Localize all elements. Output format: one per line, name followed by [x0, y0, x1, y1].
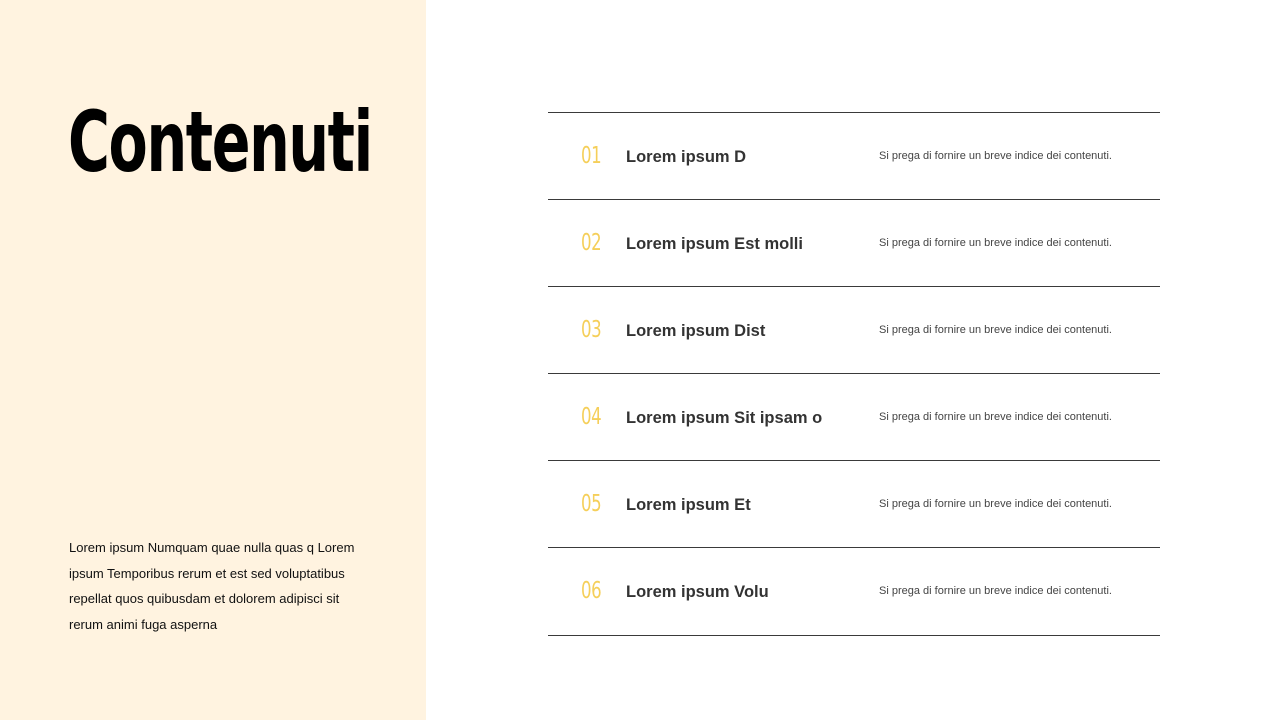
toc-number: 01 [581, 143, 602, 169]
toc-description: Si prega di fornire un breve indice dei contenuti. [879, 150, 1112, 162]
toc-description: Si prega di fornire un breve indice dei contenuti. [879, 498, 1112, 510]
left-panel [0, 0, 426, 720]
toc-title: Lorem ipsum Volu [626, 583, 769, 601]
toc-title: Lorem ipsum Dist [626, 322, 766, 340]
page-title: Contenuti [68, 93, 372, 191]
toc-description: Si prega di fornire un breve indice dei contenuti. [879, 237, 1112, 249]
toc-title: Lorem ipsum Et [626, 496, 751, 514]
toc-number: 04 [581, 404, 602, 430]
intro-text: Lorem ipsum Numquam quae nulla quas q Lorem ipsum Temporibus rerum et est sed voluptatibus repellat quos quibusdam et dolorem adipisci sit rerum animi fuga asperna [69, 540, 355, 633]
toc-number: 06 [581, 578, 602, 604]
toc-title: Lorem ipsum Est molli [626, 235, 803, 253]
toc-title: Lorem ipsum D [626, 148, 747, 166]
toc-item-05 [548, 460, 1160, 547]
toc-number: 02 [581, 230, 602, 256]
toc-item-01 [548, 112, 1160, 199]
toc-number: 03 [581, 317, 602, 343]
toc-item-06 [548, 547, 1160, 636]
toc-item-02 [548, 199, 1160, 286]
toc-number: 05 [581, 491, 602, 517]
toc-description: Si prega di fornire un breve indice dei contenuti. [879, 411, 1112, 423]
toc-item-03 [548, 286, 1160, 373]
toc-description: Si prega di fornire un breve indice dei contenuti. [879, 324, 1112, 336]
toc-description: Si prega di fornire un breve indice dei contenuti. [879, 585, 1112, 597]
toc-title: Lorem ipsum Sit ipsam o [626, 409, 823, 427]
table-of-contents [548, 112, 1160, 636]
toc-item-04 [548, 373, 1160, 460]
